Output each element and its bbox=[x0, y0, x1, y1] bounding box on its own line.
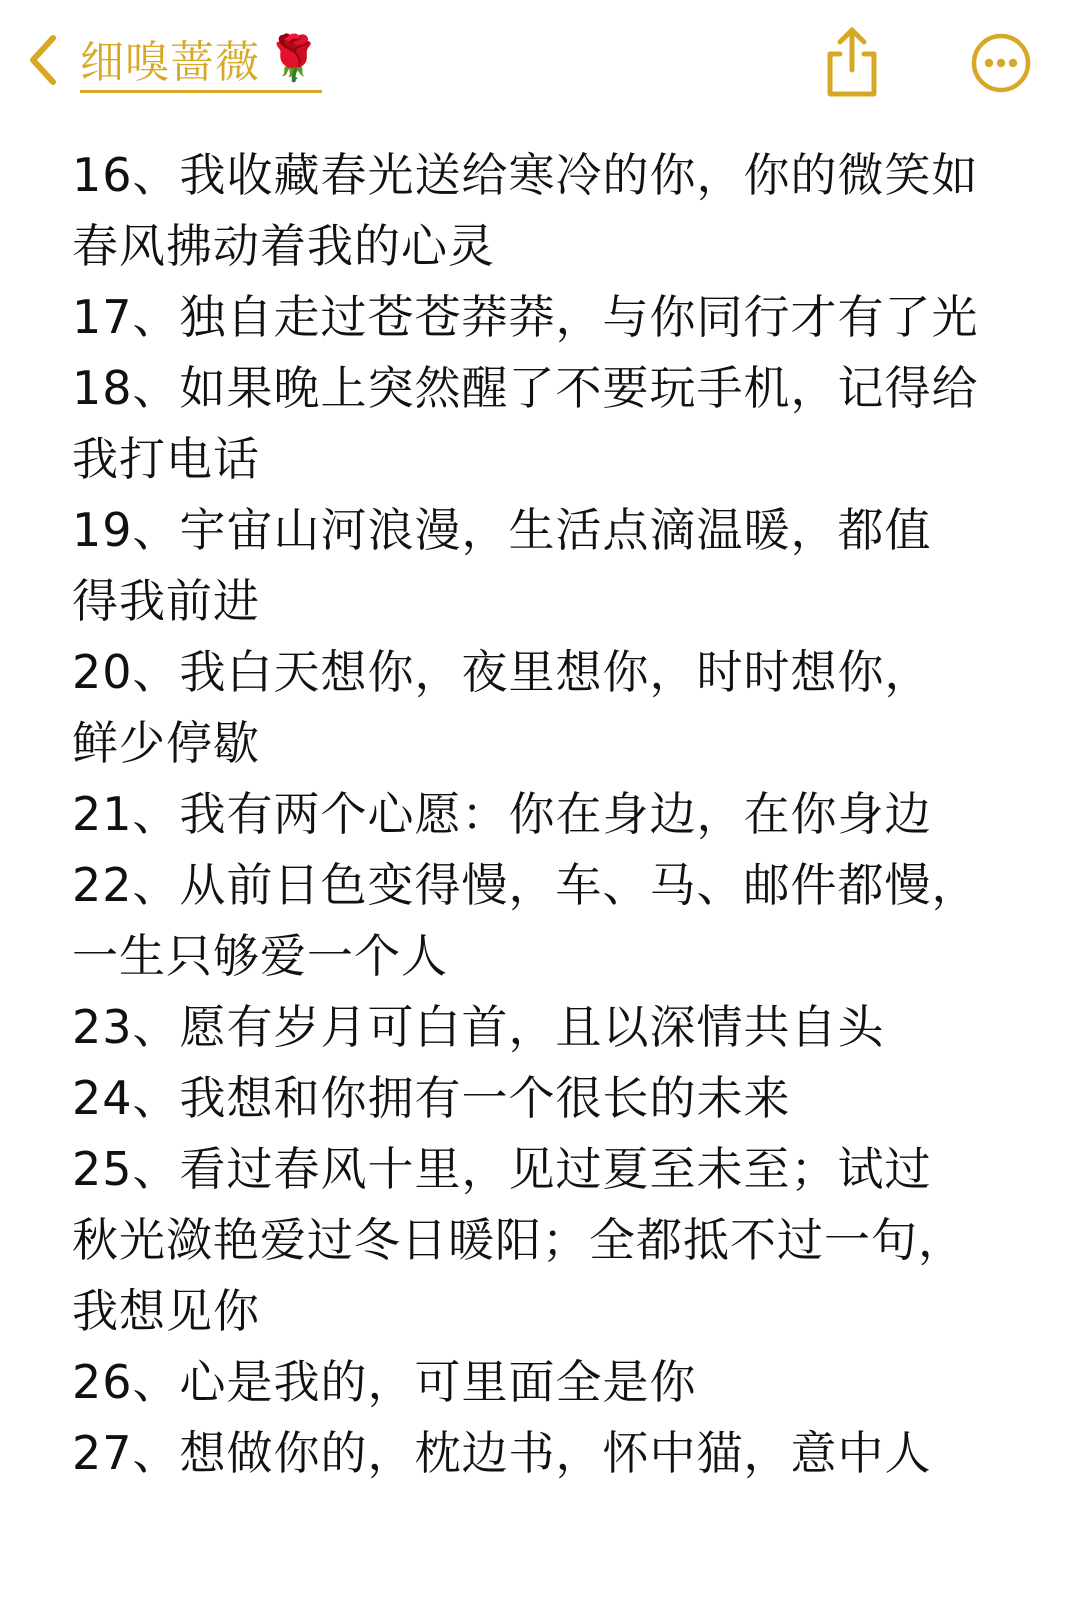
note-body[interactable] bbox=[72, 140, 992, 1489]
note-line: 得我前进 bbox=[72, 574, 260, 628]
note-line: 我想见你 bbox=[72, 1284, 260, 1338]
folder-title: 细嗅蔷薇 bbox=[80, 37, 260, 88]
rose-emoji: 🌹 bbox=[266, 33, 322, 84]
nav-bar bbox=[0, 0, 1080, 120]
note-line: 秋光潋艳爱过冬日暖阳；全都抵不过一句， bbox=[72, 1213, 965, 1267]
ellipsis-circle-icon bbox=[970, 32, 1032, 94]
note-line: 22、从前日色变得慢，车、马、邮件都慢， bbox=[72, 858, 979, 912]
note-line: 23、愿有岁月可白首，且以深情共自头 bbox=[72, 1000, 885, 1054]
note-line: 17、独自走过苍苍莽莽，与你同行才有了光 bbox=[72, 290, 979, 344]
chevron-left-icon bbox=[25, 32, 61, 88]
note-line: 25、看过春风十里，见过夏至未至；试过 bbox=[72, 1142, 932, 1196]
note-line: 16、我收藏春光送给寒冷的你，你的微笑如 bbox=[72, 148, 979, 202]
note-line: 21、我有两个心愿：你在身边，在你身边 bbox=[72, 787, 932, 841]
folder-back-link[interactable] bbox=[80, 28, 322, 93]
note-line: 春风拂动着我的心灵 bbox=[72, 219, 495, 273]
note-line: 20、我白天想你，夜里想你，时时想你， bbox=[72, 645, 932, 699]
share-button[interactable] bbox=[820, 24, 884, 100]
back-button[interactable] bbox=[18, 30, 68, 90]
note-line: 19、宇宙山河浪漫，生活点滴温暖，都值 bbox=[72, 503, 932, 557]
share-icon bbox=[820, 24, 884, 100]
note-line: 27、想做你的，枕边书，怀中猫，意中人 bbox=[72, 1426, 932, 1480]
note-line: 24、我想和你拥有一个很长的未来 bbox=[72, 1071, 791, 1125]
more-button[interactable] bbox=[970, 32, 1032, 94]
note-line: 一生只够爱一个人 bbox=[72, 929, 448, 983]
note-line: 鲜少停歇 bbox=[72, 716, 260, 770]
note-line: 18、如果晚上突然醒了不要玩手机，记得给 bbox=[72, 361, 979, 415]
note-line: 我打电话 bbox=[72, 432, 260, 486]
note-line: 26、心是我的，可里面全是你 bbox=[72, 1355, 697, 1409]
